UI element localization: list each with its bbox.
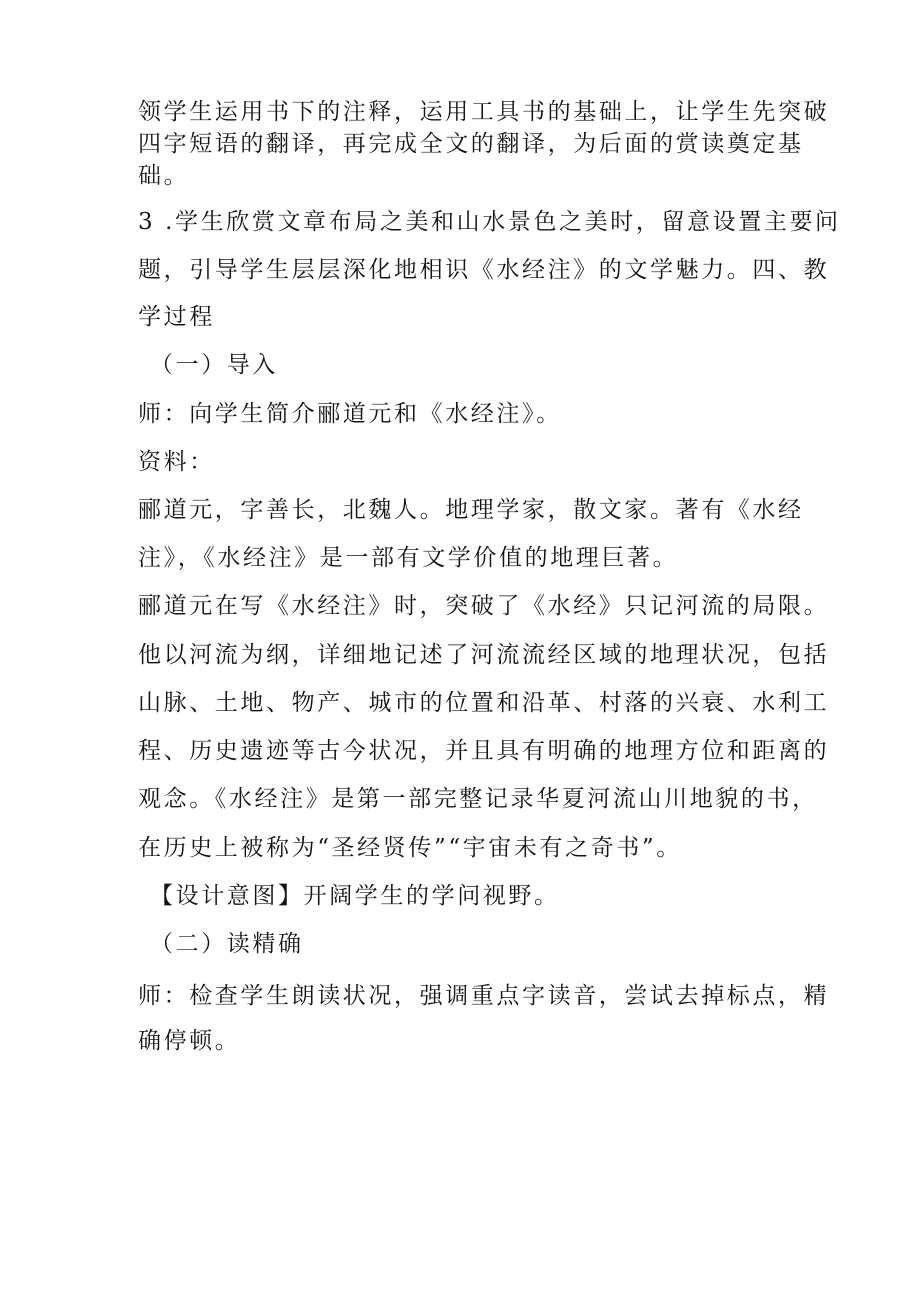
- text-line: 师：向学生简介郦道元和《水经注》。: [138, 401, 562, 427]
- design-intent-note: 【设计意图】开阔学生的学问视野。: [150, 883, 560, 909]
- text-line: 观念。《水经注》是第一部完整记录华夏河流山川地貌的书，: [138, 786, 818, 812]
- section-heading: （二）读精确: [150, 931, 304, 957]
- text-line: 注》，《水经注》是一部有文学价值的地理巨著。: [138, 545, 679, 571]
- text-line: 山脉、土地、物产、城市的位置和沿革、村落的兴衰、水利工: [138, 690, 830, 716]
- text-line: 在历史上被称为“圣经贤传”“宇宙未有之奇书”。: [138, 835, 682, 861]
- text-line: 四字短语的翻译，再完成全文的翻译，为后面的赏读奠定基: [138, 131, 804, 157]
- text-line: 3 .学生欣赏文章布局之美和山水景色之美时，留意设置主要问: [138, 209, 841, 235]
- section-heading: （一）导入: [150, 352, 278, 378]
- text-line: 领学生运用书下的注释，运用工具书的基础上，让学生先突破: [138, 99, 830, 125]
- text-line: 师：检查学生朗读状况，强调重点字读音，尝试去掉标点，精: [138, 983, 830, 1009]
- text-line: 学过程: [138, 304, 215, 330]
- text-line: 他以河流为纲，详细地记述了河流流经区域的地理状况，包括: [138, 642, 830, 668]
- text-line: 题，引导学生层层深化地相识《水经注》的文学魅力。四、教: [138, 257, 830, 283]
- text-line: 资料：: [138, 449, 215, 475]
- text-line: 确停顿。: [138, 1028, 241, 1054]
- text-line: 郦道元，字善长，北魏人。地理学家，散文家。著有《水经: [138, 497, 804, 523]
- text-line: 程、历史遗迹等古今状况，并且具有明确的地理方位和距离的: [138, 738, 830, 764]
- text-line: 础。: [138, 163, 190, 189]
- text-line: 郦道元在写《水经注》时，突破了《水经》只记河流的局限。: [138, 593, 830, 619]
